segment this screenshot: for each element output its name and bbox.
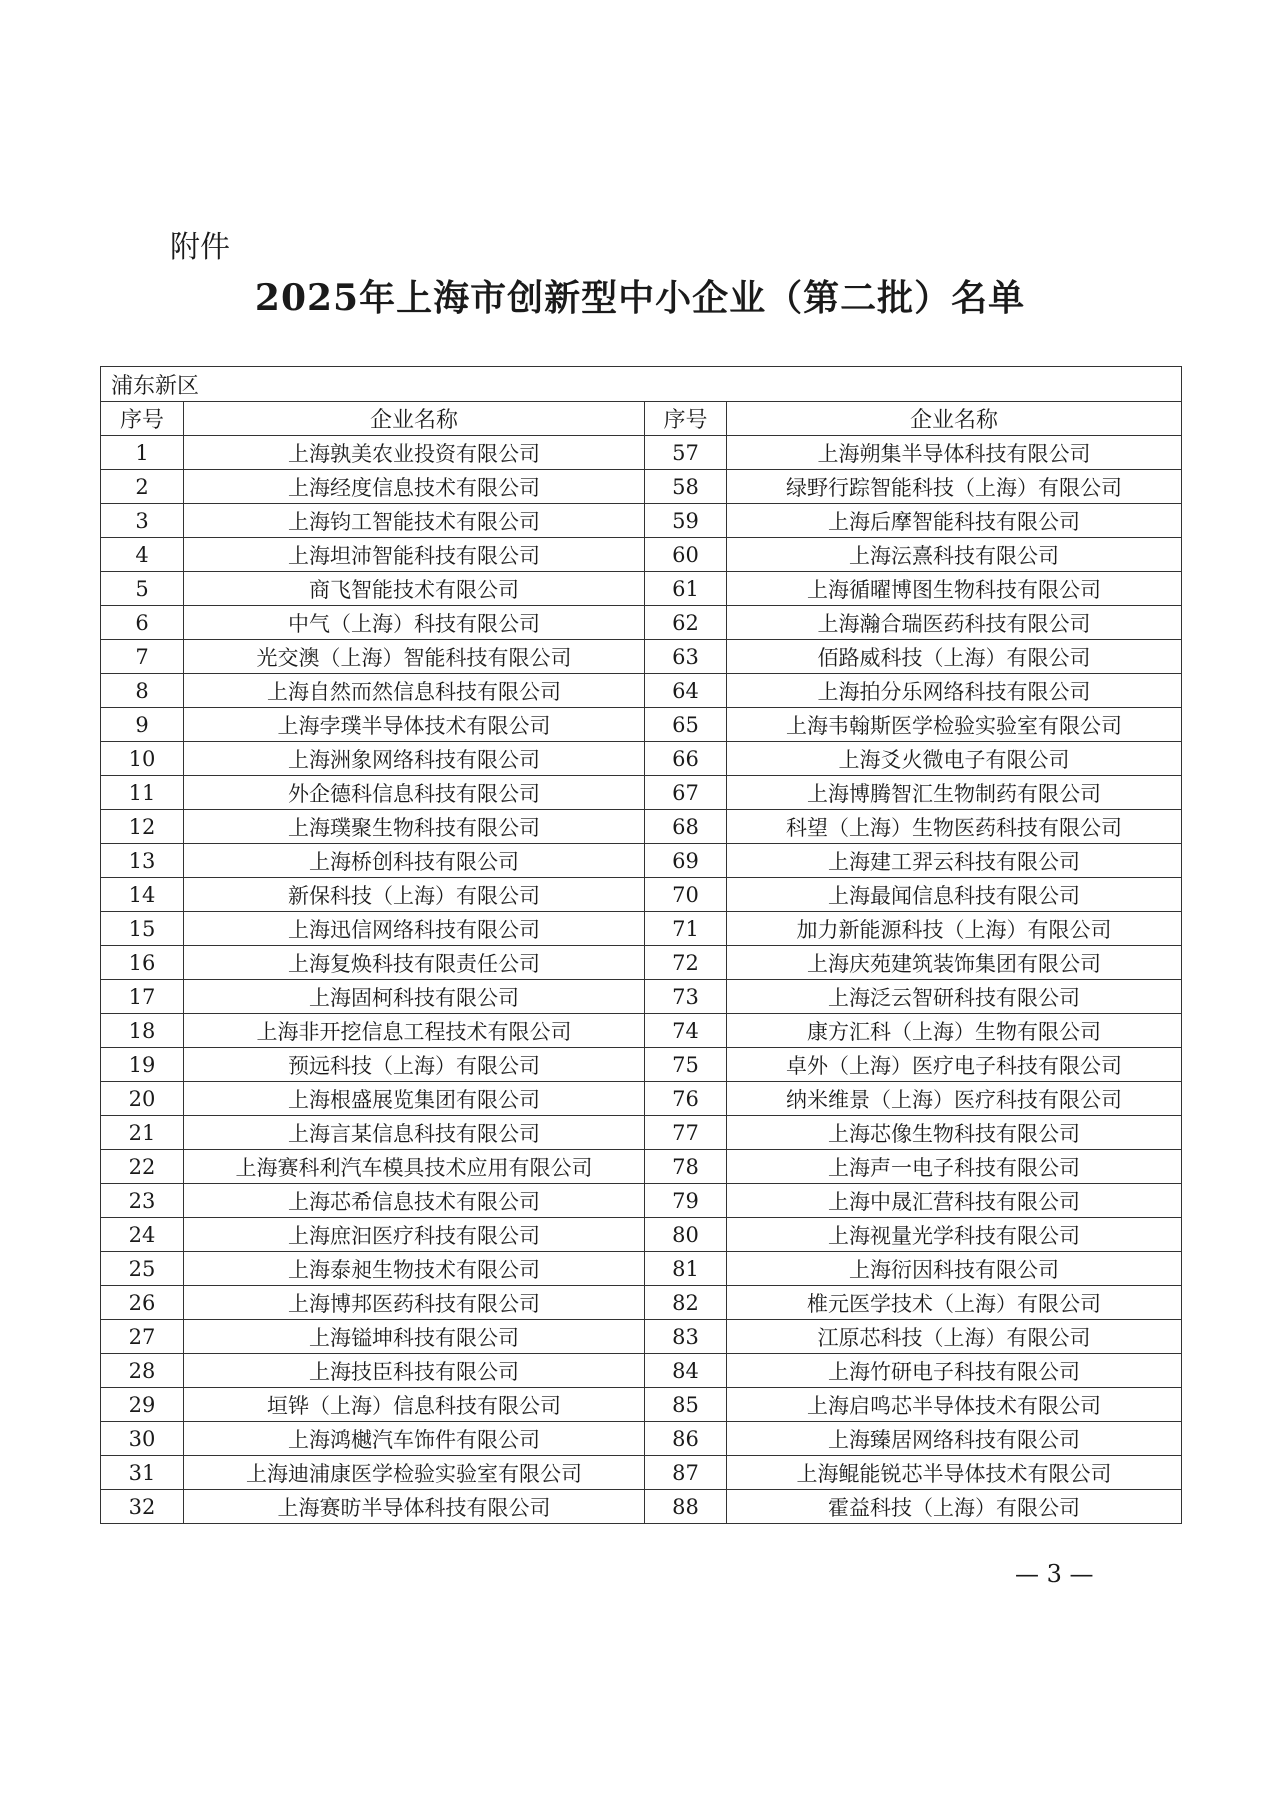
- company-name: 上海洲象网络科技有限公司: [184, 742, 645, 776]
- company-name: 上海中晟汇营科技有限公司: [727, 1184, 1182, 1218]
- row-no: 20: [101, 1082, 184, 1116]
- company-name: 上海非开挖信息工程技术有限公司: [184, 1014, 645, 1048]
- table-row: [101, 1048, 1182, 1082]
- row-no: 13: [101, 844, 184, 878]
- row-no: 8: [101, 674, 184, 708]
- company-name: 上海最闻信息科技有限公司: [727, 878, 1182, 912]
- header-name: 企业名称: [727, 402, 1182, 436]
- table-row: [101, 1252, 1182, 1286]
- company-name: 预远科技（上海）有限公司: [184, 1048, 645, 1082]
- row-no: 61: [645, 572, 727, 606]
- company-name: 上海固柯科技有限公司: [184, 980, 645, 1014]
- company-name: 上海拍分乐网络科技有限公司: [727, 674, 1182, 708]
- row-no: 63: [645, 640, 727, 674]
- company-name: 上海孛璞半导体技术有限公司: [184, 708, 645, 742]
- row-no: 11: [101, 776, 184, 810]
- row-no: 1: [101, 436, 184, 470]
- table-row: [101, 912, 1182, 946]
- table-row: [101, 1116, 1182, 1150]
- company-name: 上海泰昶生物技术有限公司: [184, 1252, 645, 1286]
- row-no: 27: [101, 1320, 184, 1354]
- row-no: 68: [645, 810, 727, 844]
- row-no: 57: [645, 436, 727, 470]
- row-no: 10: [101, 742, 184, 776]
- company-name: 佰路威科技（上海）有限公司: [727, 640, 1182, 674]
- company-name: 垣铧（上海）信息科技有限公司: [184, 1388, 645, 1422]
- table-row: [101, 1286, 1182, 1320]
- company-name: 上海建工羿云科技有限公司: [727, 844, 1182, 878]
- company-name: 康方汇科（上海）生物有限公司: [727, 1014, 1182, 1048]
- row-no: 71: [645, 912, 727, 946]
- row-no: 76: [645, 1082, 727, 1116]
- row-no: 17: [101, 980, 184, 1014]
- table-row: [101, 1082, 1182, 1116]
- row-no: 60: [645, 538, 727, 572]
- table-row: [101, 436, 1182, 470]
- row-no: 31: [101, 1456, 184, 1490]
- company-name: 商飞智能技术有限公司: [184, 572, 645, 606]
- row-no: 74: [645, 1014, 727, 1048]
- company-name: 上海璞聚生物科技有限公司: [184, 810, 645, 844]
- row-no: 18: [101, 1014, 184, 1048]
- header-no: 序号: [101, 402, 184, 436]
- row-no: 9: [101, 708, 184, 742]
- attachment-label: 附件: [170, 230, 230, 265]
- company-name: 上海臻居网络科技有限公司: [727, 1422, 1182, 1456]
- table-row: [101, 1150, 1182, 1184]
- row-no: 84: [645, 1354, 727, 1388]
- company-list-table: [100, 366, 1182, 1524]
- table-row: [101, 606, 1182, 640]
- table-row: [101, 1184, 1182, 1218]
- table-row: [101, 776, 1182, 810]
- row-no: 77: [645, 1116, 727, 1150]
- company-name: 上海沄熹科技有限公司: [727, 538, 1182, 572]
- company-name: 上海迪浦康医学检验实验室有限公司: [184, 1456, 645, 1490]
- row-no: 81: [645, 1252, 727, 1286]
- table-row: [101, 1354, 1182, 1388]
- row-no: 7: [101, 640, 184, 674]
- company-name: 上海鸿樾汽车饰件有限公司: [184, 1422, 645, 1456]
- company-name: 上海钧工智能技术有限公司: [184, 504, 645, 538]
- table-row: [101, 538, 1182, 572]
- row-no: 22: [101, 1150, 184, 1184]
- table-row: [101, 878, 1182, 912]
- company-name: 新保科技（上海）有限公司: [184, 878, 645, 912]
- table-row: [101, 572, 1182, 606]
- row-no: 79: [645, 1184, 727, 1218]
- table-row: [101, 1014, 1182, 1048]
- company-name: 卓外（上海）医疗电子科技有限公司: [727, 1048, 1182, 1082]
- table-row: [101, 980, 1182, 1014]
- row-no: 58: [645, 470, 727, 504]
- table-row: [101, 1456, 1182, 1490]
- company-name: 上海启鸣芯半导体技术有限公司: [727, 1388, 1182, 1422]
- row-no: 87: [645, 1456, 727, 1490]
- row-no: 80: [645, 1218, 727, 1252]
- company-name: 上海镒坤科技有限公司: [184, 1320, 645, 1354]
- row-no: 75: [645, 1048, 727, 1082]
- row-no: 6: [101, 606, 184, 640]
- company-name: 上海衍因科技有限公司: [727, 1252, 1182, 1286]
- company-name: 上海根盛展览集团有限公司: [184, 1082, 645, 1116]
- row-no: 67: [645, 776, 727, 810]
- row-no: 88: [645, 1490, 727, 1524]
- row-no: 73: [645, 980, 727, 1014]
- row-no: 65: [645, 708, 727, 742]
- company-name: 上海芯希信息技术有限公司: [184, 1184, 645, 1218]
- company-name: 上海庶汩医疗科技有限公司: [184, 1218, 645, 1252]
- region-row: [101, 367, 1182, 402]
- row-no: 2: [101, 470, 184, 504]
- row-no: 32: [101, 1490, 184, 1524]
- table-row: [101, 946, 1182, 980]
- company-name: 上海视量光学科技有限公司: [727, 1218, 1182, 1252]
- header-row: [101, 402, 1182, 436]
- table-row: [101, 470, 1182, 504]
- row-no: 5: [101, 572, 184, 606]
- company-name: 科望（上海）生物医药科技有限公司: [727, 810, 1182, 844]
- row-no: 29: [101, 1388, 184, 1422]
- company-name: 上海言某信息科技有限公司: [184, 1116, 645, 1150]
- row-no: 72: [645, 946, 727, 980]
- company-name: 上海韦翰斯医学检验实验室有限公司: [727, 708, 1182, 742]
- row-no: 14: [101, 878, 184, 912]
- header-no: 序号: [645, 402, 727, 436]
- company-name: 上海竹研电子科技有限公司: [727, 1354, 1182, 1388]
- table-row: [101, 742, 1182, 776]
- region-name: 浦东新区: [101, 367, 1182, 402]
- table-row: [101, 1320, 1182, 1354]
- company-name: 上海博腾智汇生物制药有限公司: [727, 776, 1182, 810]
- table-row: [101, 1422, 1182, 1456]
- row-no: 59: [645, 504, 727, 538]
- table-row: [101, 810, 1182, 844]
- company-name: 加力新能源科技（上海）有限公司: [727, 912, 1182, 946]
- row-no: 26: [101, 1286, 184, 1320]
- row-no: 15: [101, 912, 184, 946]
- row-no: 28: [101, 1354, 184, 1388]
- table-row: [101, 640, 1182, 674]
- company-name: 上海博邦医药科技有限公司: [184, 1286, 645, 1320]
- company-name: 上海孰美农业投资有限公司: [184, 436, 645, 470]
- row-no: 78: [645, 1150, 727, 1184]
- company-name: 上海朔集半导体科技有限公司: [727, 436, 1182, 470]
- company-name: 上海爻火微电子有限公司: [727, 742, 1182, 776]
- table-row: [101, 1490, 1182, 1524]
- row-no: 85: [645, 1388, 727, 1422]
- row-no: 66: [645, 742, 727, 776]
- company-name: 上海庆苑建筑装饰集团有限公司: [727, 946, 1182, 980]
- company-name: 绿野行踪智能科技（上海）有限公司: [727, 470, 1182, 504]
- row-no: 69: [645, 844, 727, 878]
- company-name: 上海循曜博图生物科技有限公司: [727, 572, 1182, 606]
- company-name: 纳米维景（上海）医疗科技有限公司: [727, 1082, 1182, 1116]
- company-name: 上海迅信网络科技有限公司: [184, 912, 645, 946]
- table-row: [101, 504, 1182, 538]
- company-name: 上海赛科利汽车模具技术应用有限公司: [184, 1150, 645, 1184]
- company-name: 上海鲲能锐芯半导体技术有限公司: [727, 1456, 1182, 1490]
- row-no: 3: [101, 504, 184, 538]
- company-name: 中气（上海）科技有限公司: [184, 606, 645, 640]
- row-no: 12: [101, 810, 184, 844]
- row-no: 30: [101, 1422, 184, 1456]
- page-number: — 3 —: [1015, 1560, 1094, 1588]
- table-row: [101, 1218, 1182, 1252]
- row-no: 21: [101, 1116, 184, 1150]
- company-name: 上海赛昉半导体科技有限公司: [184, 1490, 645, 1524]
- row-no: 86: [645, 1422, 727, 1456]
- row-no: 25: [101, 1252, 184, 1286]
- row-no: 4: [101, 538, 184, 572]
- table-row: [101, 844, 1182, 878]
- row-no: 16: [101, 946, 184, 980]
- company-name: 上海泛云智研科技有限公司: [727, 980, 1182, 1014]
- company-name: 上海声一电子科技有限公司: [727, 1150, 1182, 1184]
- company-name: 上海技臣科技有限公司: [184, 1354, 645, 1388]
- table-row: [101, 1388, 1182, 1422]
- company-name: 上海后摩智能科技有限公司: [727, 504, 1182, 538]
- company-name: 光交澳（上海）智能科技有限公司: [184, 640, 645, 674]
- company-name: 椎元医学技术（上海）有限公司: [727, 1286, 1182, 1320]
- row-no: 70: [645, 878, 727, 912]
- company-name: 上海瀚合瑞医药科技有限公司: [727, 606, 1182, 640]
- company-name: 上海自然而然信息科技有限公司: [184, 674, 645, 708]
- company-name: 上海经度信息技术有限公司: [184, 470, 645, 504]
- document-title: 2025年上海市创新型中小企业（第二批）名单: [254, 277, 1026, 319]
- company-name: 江原芯科技（上海）有限公司: [727, 1320, 1182, 1354]
- row-no: 64: [645, 674, 727, 708]
- row-no: 83: [645, 1320, 727, 1354]
- row-no: 82: [645, 1286, 727, 1320]
- row-no: 24: [101, 1218, 184, 1252]
- company-name: 上海坦沛智能科技有限公司: [184, 538, 645, 572]
- header-name: 企业名称: [184, 402, 645, 436]
- company-name: 外企德科信息科技有限公司: [184, 776, 645, 810]
- table-row: [101, 674, 1182, 708]
- company-name: 霍益科技（上海）有限公司: [727, 1490, 1182, 1524]
- company-name: 上海复焕科技有限责任公司: [184, 946, 645, 980]
- row-no: 62: [645, 606, 727, 640]
- company-name: 上海芯像生物科技有限公司: [727, 1116, 1182, 1150]
- row-no: 19: [101, 1048, 184, 1082]
- company-name: 上海桥创科技有限公司: [184, 844, 645, 878]
- row-no: 23: [101, 1184, 184, 1218]
- table-row: [101, 708, 1182, 742]
